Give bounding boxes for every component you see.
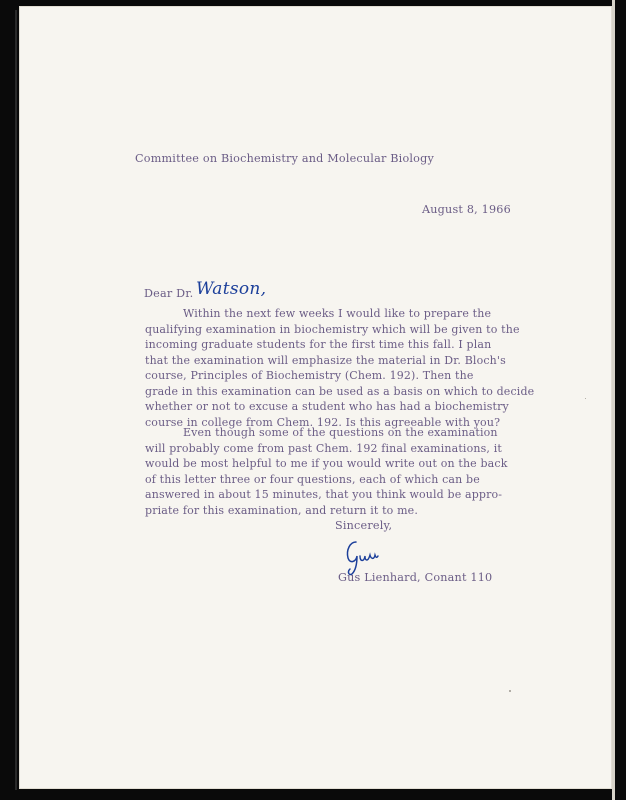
- paragraph-2-line: of this letter three or four questions, each of which can be: [145, 472, 480, 486]
- paragraph-2-line: Even though some of the questions on the examination: [183, 426, 498, 439]
- page-left-edge: [15, 10, 17, 790]
- paragraph-2-line: priate for this examination, and return it to me.: [145, 503, 418, 517]
- paragraph-1-line: grade in this examination can be used as a basis on which to decide: [145, 384, 535, 398]
- greeting-prefix: Dear Dr.: [144, 287, 194, 300]
- committee-heading: Committee on Biochemistry and Molecular Biology: [135, 152, 434, 165]
- paragraph-1-line: course, Principles of Biochemistry (Chem. 192). Then the: [145, 369, 474, 382]
- paragraph-1-line: Within the next few weeks I would like to prepare the: [183, 307, 492, 320]
- paragraph-1-line: incoming graduate students for the first time this fall. I plan: [145, 338, 492, 351]
- paragraph-1-line: course in college from Chem. 192. Is this agreeable with you?: [145, 415, 501, 429]
- handwritten-signature: [340, 536, 380, 576]
- paragraph-1-line: qualifying examination in biochemistry which will be given to the: [145, 322, 520, 336]
- paragraph-1-line: that the examination will emphasize the material in Dr. Bloch's: [145, 353, 506, 367]
- paragraph-2-line: will probably come from past Chem. 192 final examinations, it: [145, 441, 502, 455]
- paragraph-1-line: whether or not to excuse a student who has had a biochemistry: [145, 400, 509, 413]
- paper-speck: [585, 398, 586, 399]
- page-right-edge: [612, 0, 615, 800]
- paragraph-1: [145, 306, 535, 430]
- paragraph-2-line: would be most helpful to me if you would write out on the back: [145, 457, 508, 470]
- greeting-handwritten-name: Watson,: [196, 279, 267, 299]
- paragraph-2-line: answered in about 15 minutes, that you think would be appro-: [145, 488, 503, 501]
- paper-speck: [509, 690, 511, 692]
- paragraph-2: [145, 425, 525, 518]
- closing: Sincerely,: [335, 519, 393, 532]
- typed-signature: Gus Lienhard, Conant 110: [338, 571, 493, 584]
- letter-date: August 8, 1966: [422, 203, 511, 216]
